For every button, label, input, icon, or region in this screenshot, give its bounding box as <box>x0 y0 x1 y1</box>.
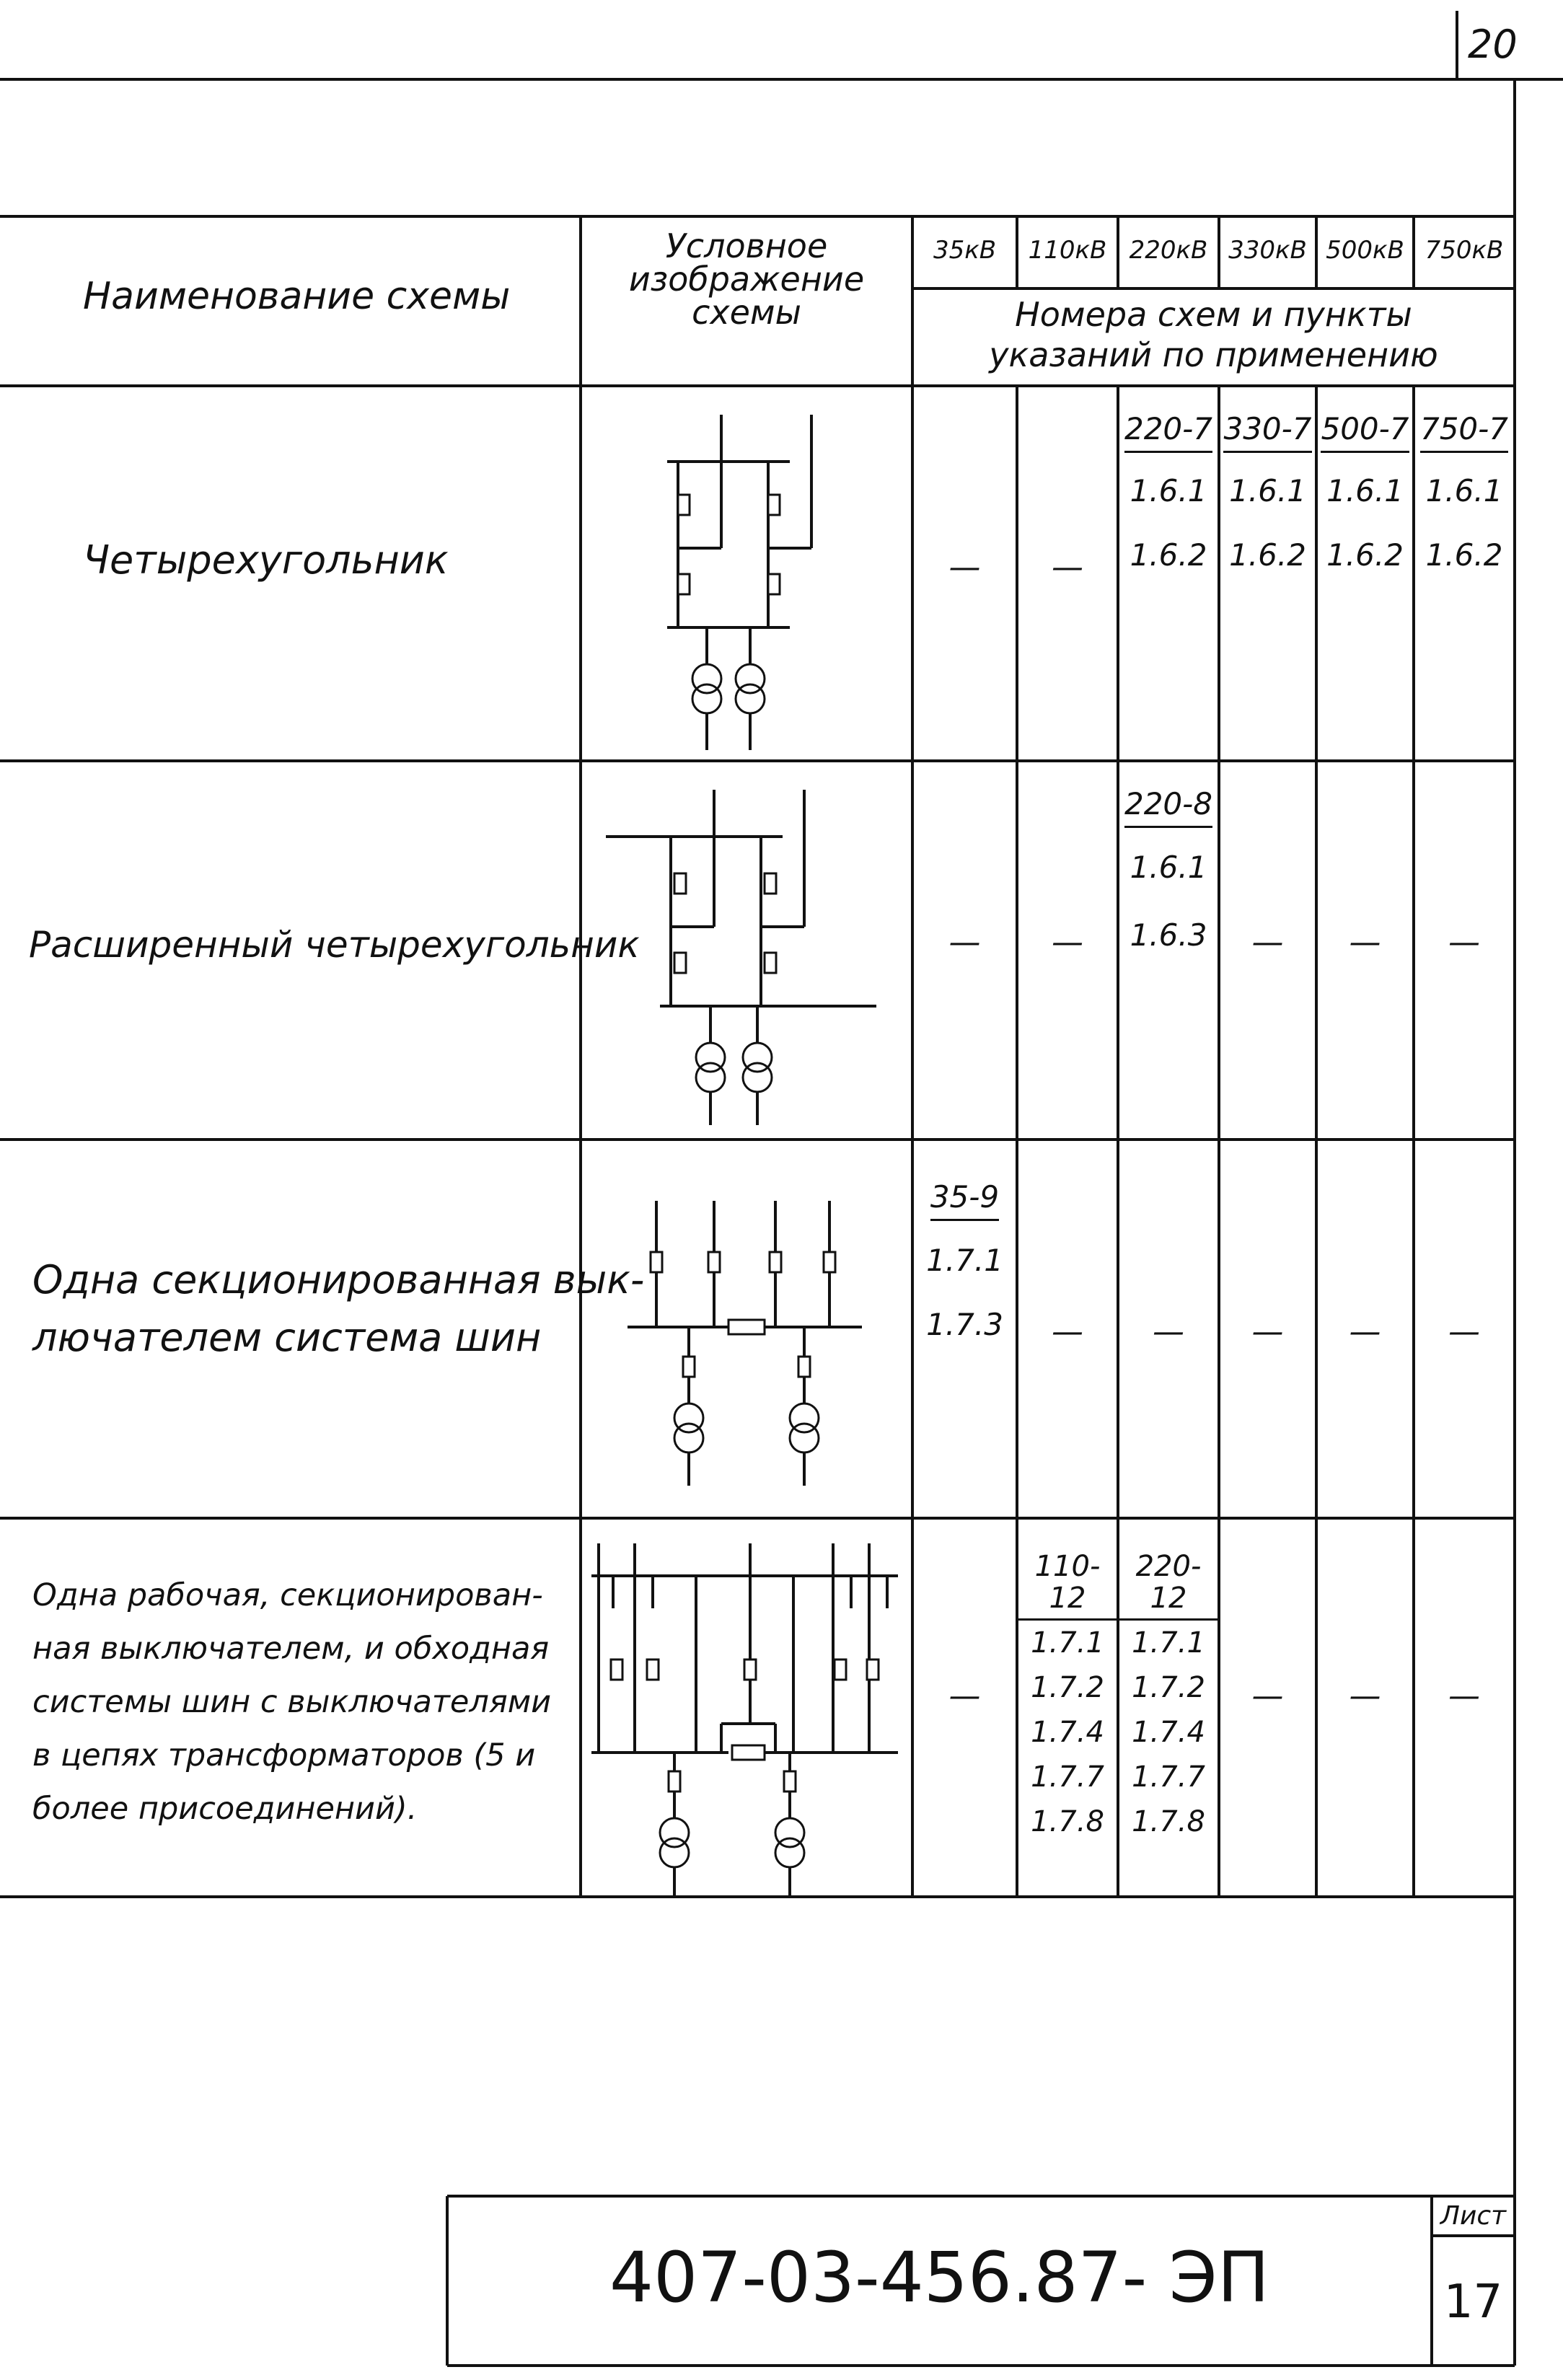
document-code: 407-03-456.87- ЭП <box>609 2237 1269 2318</box>
row3-cell-110: — <box>1052 1313 1083 1350</box>
sectioned-bus-diagram <box>628 1201 862 1486</box>
header-scheme-name: Наименование схемы <box>83 275 511 318</box>
row3-cell-750: — <box>1448 1313 1480 1350</box>
row3-cell-500: — <box>1349 1313 1381 1350</box>
row1-cell-220: 220-7 1.6.1 1.6.2 <box>1124 411 1213 573</box>
extended-quadrilateral-diagram <box>606 790 876 1125</box>
row1-cell-35: — <box>948 549 981 586</box>
header-numbers-caption: Номера схем и пункты указаний по применению <box>989 295 1438 374</box>
voltage-110: 110кВ <box>1028 236 1107 265</box>
voltage-330: 330кВ <box>1228 236 1307 265</box>
sheet-number: 17 <box>1443 2275 1503 2329</box>
row3-cell-220: — <box>1153 1313 1184 1350</box>
page-number: 20 <box>1468 22 1518 67</box>
row2-cell-750: — <box>1448 924 1480 961</box>
row4-name: Одна рабочая, секционирован- ная выключателем, и обходная системы шин с выключателями в цепях трансформаторов (5 и более присоединений). <box>32 1577 552 1827</box>
row1-name: Четырехугольник <box>83 537 449 583</box>
voltage-750: 750кВ <box>1425 236 1504 265</box>
voltage-35: 35кВ <box>933 236 997 265</box>
sheet-label: Лист <box>1440 2201 1507 2231</box>
row3-cell-330: — <box>1251 1313 1284 1350</box>
voltage-500: 500кВ <box>1326 236 1404 265</box>
row2-name: Расширенный четырехугольник <box>29 924 640 966</box>
row1-cell-330: 330-7 1.6.1 1.6.2 <box>1223 411 1312 573</box>
row1-cell-110: — <box>1052 549 1083 586</box>
voltage-220: 220кВ <box>1129 236 1208 265</box>
row2-cell-330: — <box>1251 924 1284 961</box>
header-scheme-image: Условное изображение схемы <box>628 226 865 332</box>
row2-cell-220: 220-8 1.6.1 1.6.3 <box>1124 786 1213 953</box>
row4-cell-330: — <box>1251 1678 1284 1714</box>
row4-cell-750: — <box>1448 1678 1480 1714</box>
row4-cell-220: 220-12 1.7.1 1.7.2 1.7.4 1.7.7 1.7.8 <box>1118 1551 1219 1844</box>
row1-cell-750: 750-7 1.6.1 1.6.2 <box>1419 411 1509 573</box>
row3-cell-35: 35-9 1.7.1 1.7.3 <box>926 1179 1003 1342</box>
bypass-bus-diagram <box>591 1543 898 1897</box>
row4-cell-110: 110-12 1.7.1 1.7.2 1.7.4 1.7.7 1.7.8 <box>1017 1551 1118 1844</box>
row2-cell-110: — <box>1052 924 1083 961</box>
row2-cell-500: — <box>1349 924 1381 961</box>
row2-cell-35: — <box>948 924 981 961</box>
row1-cell-500: 500-7 1.6.1 1.6.2 <box>1321 411 1409 573</box>
row4-cell-35: — <box>948 1678 981 1714</box>
row4-cell-500: — <box>1349 1678 1381 1714</box>
row3-name: Одна секционированная вык- лючателем система шин <box>32 1257 645 1360</box>
